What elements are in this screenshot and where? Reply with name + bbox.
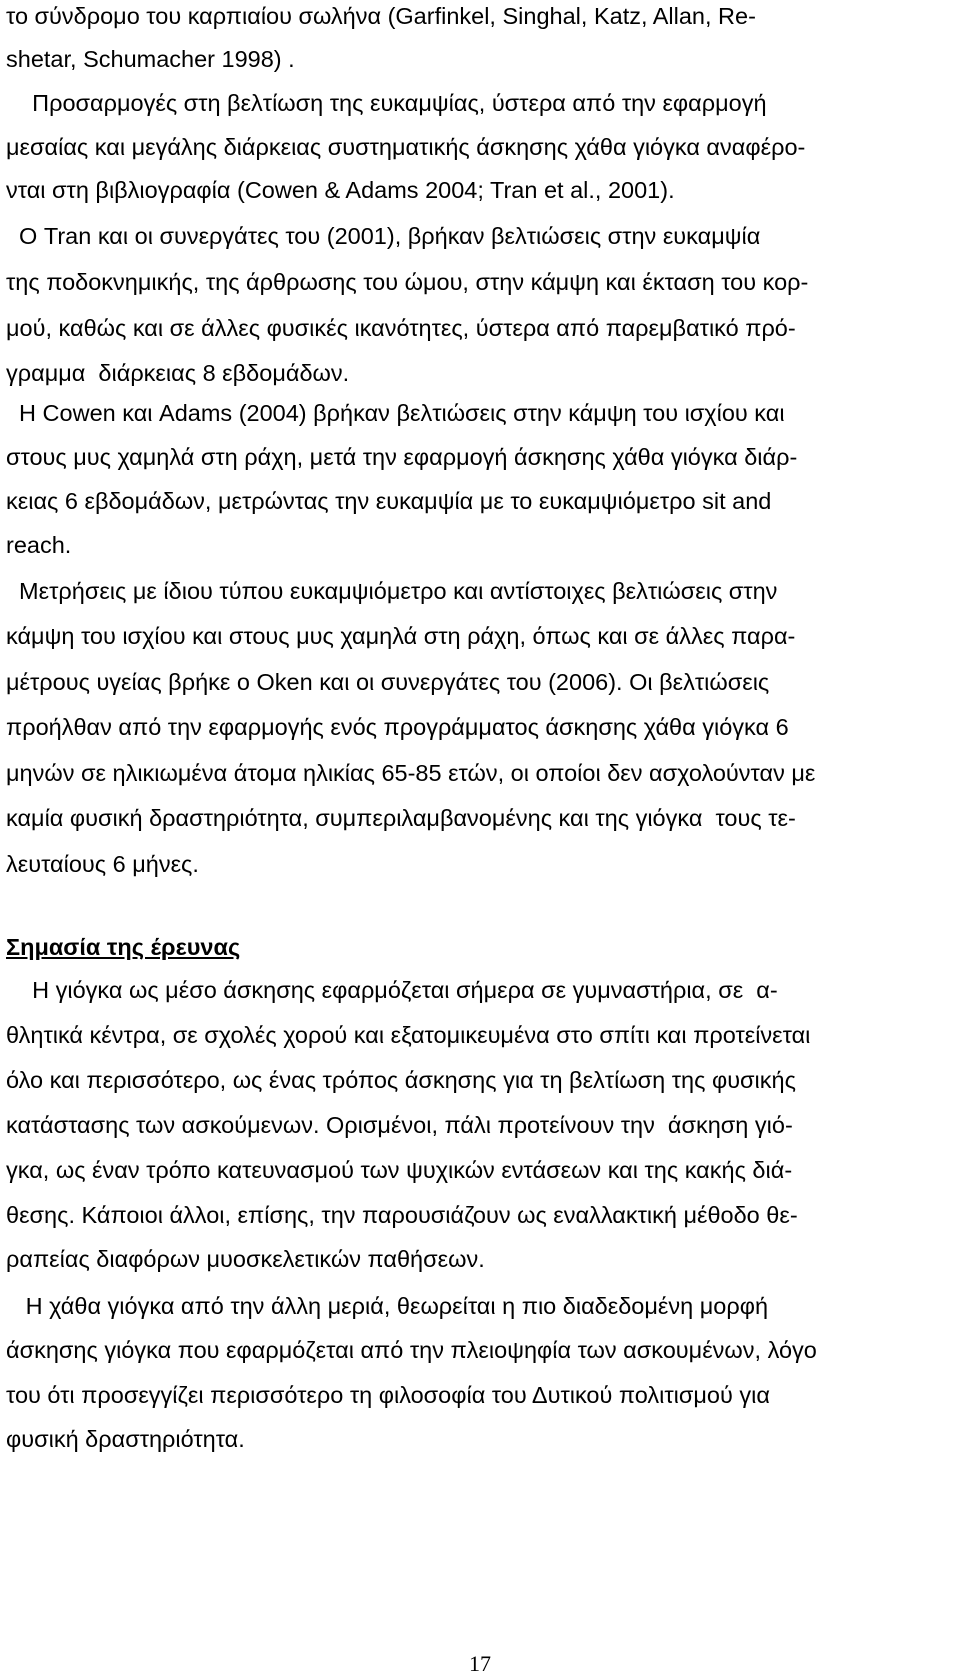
text-line: γκα, ως έναν τρόπο κατευνασμού των ψυχικών εντάσεων και της κακής διά- bbox=[6, 1157, 793, 1183]
text-line: όλο και περισσότερο, ως ένας τρόπος άσκησης για τη βελτίωση της φυσικής bbox=[6, 1067, 796, 1093]
section-heading: Σημασία της έρευνας bbox=[6, 934, 241, 960]
text-line: θλητικά κέντρα, σε σχολές χορού και εξατομικευμένα στο σπίτι και προτείνεται bbox=[6, 1022, 811, 1048]
text-line: γραμμα διάρκειας 8 εβδομάδων. bbox=[6, 360, 350, 386]
text-line: ραπείας διαφόρων μυοσκελετικών παθήσεων. bbox=[6, 1246, 485, 1272]
text-line: καμία φυσική δραστηριότητα, συμπεριλαμβανομένης και της γιόγκα τους τε- bbox=[6, 805, 796, 831]
text-line: μεσαίας και μεγάλης διάρκειας συστηματικής άσκησης χάθα γιόγκα αναφέρο- bbox=[6, 134, 806, 160]
text-line: άσκησης γιόγκα που εφαρμόζεται από την πλειοψηφία των ασκουμένων, λόγο bbox=[6, 1337, 817, 1363]
page-number: 17 bbox=[469, 1651, 491, 1676]
text-line: νται στη βιβλιογραφία (Cowen & Adams 2004; Tran et al., 2001). bbox=[6, 177, 675, 203]
text-line: Ο Tran και οι συνεργάτες του (2001), βρήκαν βελτιώσεις στην ευκαμψία bbox=[6, 223, 761, 249]
text-line: κάμψη του ισχίου και στους μυς χαμηλά στη ράχη, όπως και σε άλλες παρα- bbox=[6, 623, 796, 649]
text-line: λευταίους 6 μήνες. bbox=[6, 851, 199, 877]
text-line: Η Cowen και Adams (2004) βρήκαν βελτιώσεις στην κάμψη του ισχίου και bbox=[6, 400, 785, 426]
text-line: μού, καθώς και σε άλλες φυσικές ικανότητες, ύστερα από παρεμβατικό πρό- bbox=[6, 315, 796, 341]
text-line: του ότι προσεγγίζει περισσότερο τη φιλοσοφία του Δυτικού πολιτισμού για bbox=[6, 1382, 770, 1408]
text-line: μηνών σε ηλικιωμένα άτομα ηλικίας 65-85 ετών, οι οποίοι δεν ασχολούνταν με bbox=[6, 760, 816, 786]
text-line: προήλθαν από την εφαρμογής ενός προγράμματος άσκησης χάθα γιόγκα 6 bbox=[6, 714, 789, 740]
text-line: reach. bbox=[6, 532, 72, 558]
text-line: στους μυς χαμηλά στη ράχη, μετά την εφαρμογή άσκησης χάθα γιόγκα διάρ- bbox=[6, 444, 798, 470]
text-line: φυσική δραστηριότητα. bbox=[6, 1426, 245, 1452]
text-line: Η γιόγκα ως μέσο άσκησης εφαρμόζεται σήμερα σε γυμναστήρια, σε α- bbox=[6, 977, 778, 1003]
text-line: Η χάθα γιόγκα από την άλλη μεριά, θεωρείται η πιο διαδεδομένη μορφή bbox=[6, 1293, 769, 1319]
text-line: Προσαρμογές στη βελτίωση της ευκαμψίας, ύστερα από την εφαρμογή bbox=[6, 90, 767, 116]
text-line: θεσης. Κάποιοι άλλοι, επίσης, την παρουσιάζουν ως εναλλακτική μέθοδο θε- bbox=[6, 1202, 798, 1228]
text-line: shetar, Schumacher 1998) . bbox=[6, 46, 295, 72]
text-line: το σύνδρομο του καρπιαίου σωλήνα (Garfinkel, Singhal, Katz, Allan, Re- bbox=[6, 3, 756, 29]
text-line: μέτρους υγείας βρήκε ο Oken και οι συνεργάτες του (2006). Οι βελτιώσεις bbox=[6, 669, 770, 695]
text-line: κατάστασης των ασκούμενων. Ορισμένοι, πάλι προτείνουν την άσκηση γιό- bbox=[6, 1112, 793, 1138]
text-line: κειας 6 εβδομάδων, μετρώντας την ευκαμψία με το ευκαμψιόμετρο sit and bbox=[6, 488, 772, 514]
text-line: Μετρήσεις με ίδιου τύπου ευκαμψιόμετρο και αντίστοιχες βελτιώσεις στην bbox=[6, 578, 778, 604]
text-line: της ποδοκνημικής, της άρθρωσης του ώμου, στην κάμψη και έκταση του κορ- bbox=[6, 269, 809, 295]
